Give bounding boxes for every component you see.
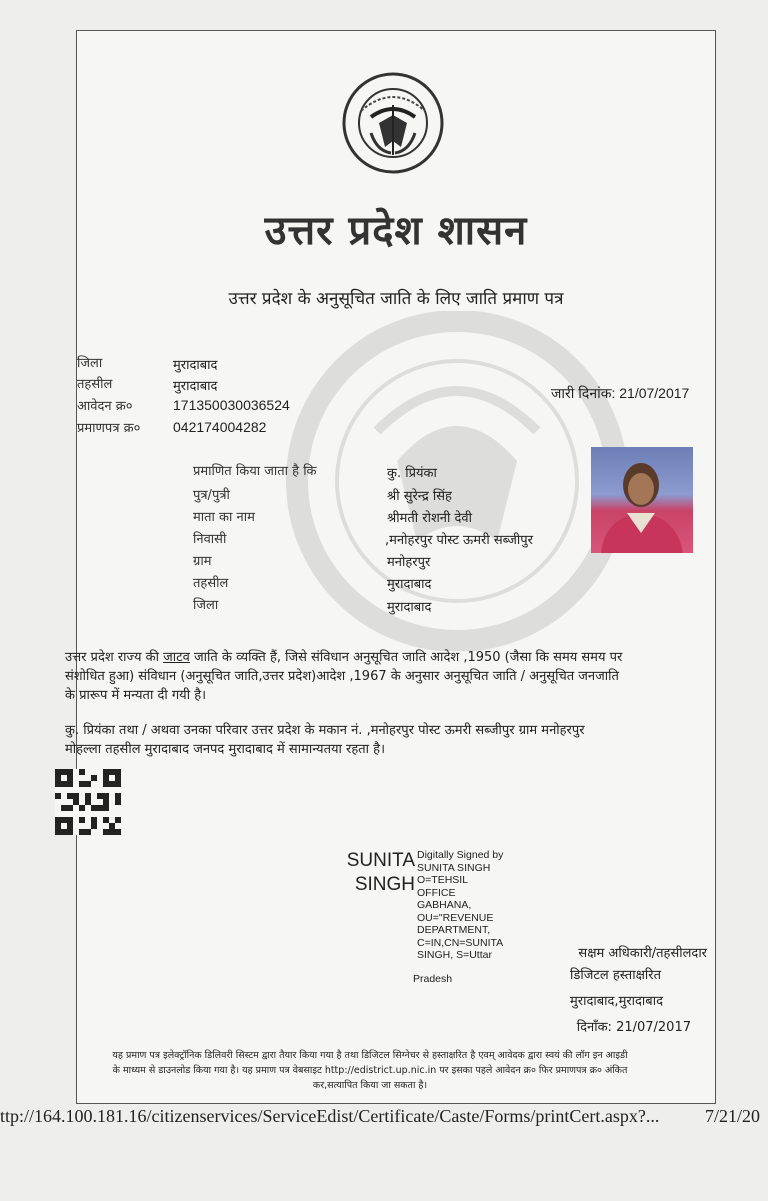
certified-value: कु. प्रियंका [387,466,437,481]
certified-label: प्रमाणित किया जाता है कि [193,464,317,479]
authority-digital-signed: डिजिटल हस्ताक्षरित [570,968,661,983]
government-title: उत्तर प्रदेश शासन [264,208,528,254]
certificate-number-label: प्रमाणपत्र क्र० [77,421,141,436]
footer-note-line: के माध्यम से डाउनलोड किया गया है। यह प्रमाण पत्र वेबसाइट http://edistrict.up.nic.in पर इसका पहले आवेदन क्र० फिर प्रमाणपत्र क्र० अंकित [112,1065,628,1076]
person-district-label: जिला [193,598,219,613]
application-number-label: आवेदन क्र० [77,399,133,414]
residence-paragraph-line1: कु. प्रियंका तथा / अथवा उनका परिवार उत्तर प्रदेश के मकान नं. ,मनोहरपुर पोस्ट ऊमरी सब्जीपुर ग्राम मनोहरपुर [65,723,585,738]
footer-note-line: यह प्रमाण पत्र इलेक्ट्रॉनिक डिलिवरी सिस्टम द्वारा तैयार किया गया है तथा डिजिटल सिग्नेचर से हस्ताक्षरित है एवम् आवेदक द्वारा स्वयं की लॉग इन आइडी [112,1050,628,1061]
signature-line: GABHANA, [417,899,472,911]
tehsil-value: मुरादाबाद [173,379,218,394]
caste-certificate [65,30,716,1104]
caste-name: जाटव [163,650,190,665]
signature-line: SUNITA SINGH [417,861,491,874]
signer-first-name: SUNITA [346,850,415,871]
signature-line: SINGH, S=Uttar [417,949,492,961]
person-district-value: मुरादाबाद [387,600,432,615]
caste-paragraph-rest: जाति के व्यक्ति हैं, जिसे संविधान अनुसूचित जाति आदेश ,1950 (जैसा कि समय समय पर [189,650,623,665]
signature-line: O=TEHSIL [417,874,469,886]
signature-line: Digitally Signed by [417,849,504,861]
residence-paragraph-line2: मोहल्ला तहसील मुरादाबाद जनपद मुरादाबाद में सामान्यतया रहता है। [65,742,386,757]
caste-paragraph [65,648,705,705]
caste-paragraph-line2: संशोधित हुआ) संविधान (अनुसूचित जाति,उत्तर प्रदेश)आदेश ,1967 के अनुसार अनुसूचित जाति / अनुसूचित जनजाति [65,669,619,684]
authority-date: दिनाँक: 21/07/2017 [576,1020,691,1035]
authority-title: सक्षम अधिकारी/तहसीलदार [578,946,707,961]
certificate-number-value: 042174004282 [173,419,267,435]
district-value: मुरादाबाद [173,358,218,373]
caste-paragraph-start: उत्तर प्रदेश राज्य की [65,650,164,665]
print-url: ttp://164.100.181.16/citizenservices/ServiceEdist/Certificate/Caste/Forms/printCert.aspx?... [0,1106,660,1126]
village-value: मनोहरपुर [387,555,431,570]
application-number-value: 171350030036524 [173,397,290,413]
signer-name [333,849,415,897]
print-date: 7/21/20 [705,1106,761,1126]
signature-line: C=IN,CN=SUNITA [417,936,504,949]
authority-location: मुरादाबाद,मुरादाबाद [570,994,663,1009]
person-tehsil-value: मुरादाबाद [387,577,432,592]
up-government-emblem-icon [341,71,445,175]
district-label: जिला [77,356,103,371]
signature-line: OFFICE [417,886,456,899]
caste-paragraph-line3: के प्रारूप में मन्यता दी गयी है। [65,688,207,703]
resident-label: निवासी [193,532,227,547]
issue-date: जारी दिनांक: 21/07/2017 [551,385,690,401]
tehsil-label: तहसील [77,377,113,392]
qr-code-icon [55,769,121,835]
signer-last-name: SINGH [354,874,415,895]
mother-name-label: माता का नाम [193,510,255,525]
village-label: ग्राम [193,554,212,569]
signature-line: OU="REVENUE [417,911,494,924]
signature-line: DEPARTMENT, [417,924,491,936]
signature-state: Pradesh [413,973,453,985]
certificate-title: उत्तर प्रदेश के अनुसूचित जाति के लिए जाति प्रमाण पत्र [228,289,564,309]
residence-paragraph [65,721,705,759]
mother-name-value: श्रीमती रोशनी देवी [387,511,472,526]
footer-note [35,1048,705,1093]
child-of-value: श्री सुरेन्द्र सिंह [387,489,452,504]
person-tehsil-label: तहसील [193,576,229,591]
child-of-label: पुत्र/पुत्री [193,488,230,503]
applicant-photo-icon [591,447,693,553]
resident-value: ,मनोहरपुर पोस्ट ऊमरी सब्जीपुर [385,533,533,548]
footer-note-line: कर,सत्यापित किया जा सकता है। [312,1080,428,1091]
